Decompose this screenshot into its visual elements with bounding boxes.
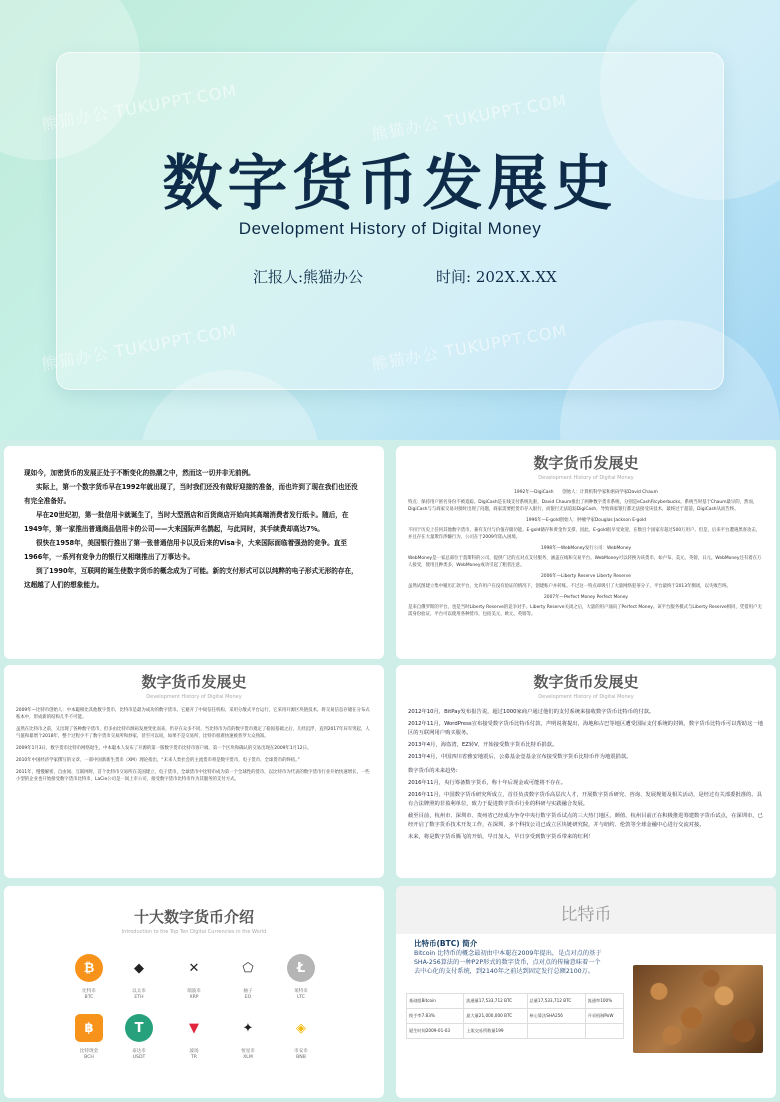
intro-paragraph: 到了1990年，互联网的诞生使数字货币的概念成为了可能。新的支付形式可以以纯粹的电子形式无形的存在，这超越了人们的想象能力。 bbox=[24, 567, 358, 589]
slide-history-adoption bbox=[396, 665, 776, 878]
timeline-head: 1998年—WebMoney发行公司：WebMoney bbox=[540, 546, 632, 551]
tron-icon: ▼ bbox=[189, 1020, 199, 1036]
litecoin-icon: Ł bbox=[287, 954, 315, 982]
coin-name: 波场 bbox=[189, 1049, 199, 1054]
intro-paragraph: 现如今，加密货币的发展正处于不断变化的热潮之中，然而这一切并非无前例。 bbox=[24, 469, 255, 477]
table-cell: 诞生时间2009-01-03 bbox=[407, 1024, 464, 1039]
page-title: 数字货币发展史 bbox=[162, 149, 618, 219]
slide-history-early bbox=[396, 446, 776, 659]
coin-code: XLM bbox=[243, 1055, 253, 1060]
table-cell bbox=[585, 1024, 623, 1039]
table-cell: 核心算法SHA256 bbox=[527, 1009, 585, 1024]
coin-name: 比特现金 bbox=[79, 1049, 99, 1054]
date-text: 时间: 202X.X.XX bbox=[436, 268, 557, 286]
table-cell: 最大量21,000,000 BTC bbox=[464, 1009, 527, 1024]
watermark: 熊猫办公 TUKUPPT.COM bbox=[370, 90, 569, 145]
stellar-icon: ✦ bbox=[242, 1020, 254, 1036]
timeline-head: 1996年—E-gold创始人：肿瘤学家Douglas Jackson E-gold bbox=[525, 518, 647, 523]
event-line: 截至目前，杭州市、深圳市、贵州省已经成为争夺中央行数字货币试点的三大热门地区，颜值、杭州目前正在积极推进筹建数字货币试点，在深圳市，已经开启了数字货币技术开发工作，在深圳，多个科技公司已成立区块链研究院，并与纽约、伦敦等全球金融中心进行交流对接。 bbox=[408, 813, 763, 828]
timeline-body: 是来自俄罗斯的平台，也是当时Liberty Reserve的竞争对手。Liberty Reserve关闭之后，大量的用户涌向了Perfect Money。该平台服务模式与Liberty Reserve相同，凭借用户无需身份验证，平台可以使用各种货币，包括美元、欧元、英镑等。 bbox=[408, 605, 762, 617]
coin-code: BTC bbox=[84, 995, 94, 1000]
table-cell: 上架交易所数量199 bbox=[464, 1024, 527, 1039]
table-cell: 开采机制PoW bbox=[585, 1009, 623, 1024]
table-cell: 流通率100% bbox=[585, 994, 623, 1009]
event-line: 数字货币的未来趋势: bbox=[408, 768, 458, 774]
coin-name: 币安币 bbox=[294, 1049, 308, 1054]
history-paragraph: 2011年，慢慢解密，自由间、互联网时，首个比特币交易所在美国建立，电子货币，全球货币中比特币成为第一个全球性的货币，以比特币为代表的数字货币行业开始快速增长，一些小型的企业也开始接受数字货币比特币，LaCie公司是一间上市公司，接受数字货币比特币作为其服务的支付方式。 bbox=[16, 770, 370, 782]
event-line: 2016年11月，中国数字货币研究所成立，首任负责数字货币高层次人才，开展数字货币研究、咨询、发展规划及相关活动，是经过有关部委批准的、具有合法牌照的非盈利单位，致力于促进数字货币行业的科研与实践融合发展。 bbox=[408, 792, 762, 807]
coins-photo bbox=[633, 965, 763, 1053]
eos-icon: ⬠ bbox=[242, 960, 254, 976]
page-subtitle: Development History of Digital Money bbox=[238, 219, 542, 238]
event-line: 2012年11月，WordPress宣布接受数字货币比特币付款，声明说将提出，海地和古巴等地区遭受国际支付系统的封锁，数字货币比特币可以帮助这一地区的互联网用户购买服务。 bbox=[408, 721, 763, 736]
coin-code: BNB bbox=[296, 1055, 306, 1060]
coin-code: BCH bbox=[84, 1055, 94, 1060]
timeline-body: 不同于历史上任何其他数字货币，兼有支付与价值存储功能。E-gold储存和黄金作支撑，因此，E-gold很早受欢迎，在数百个国家有超过500万用户。但是，后来平台遭遇黑客攻击，并且存在大量欺诈涉嫌行为，公司在于2009年陷入困境。 bbox=[408, 528, 761, 540]
coin-name: 泰达币 bbox=[132, 1049, 146, 1054]
event-line: 2013年4月，海盗湾，EZ转V，开始接受数字货币比特币捐款。 bbox=[408, 742, 558, 748]
table-cell: 总量17,533,712 BTC bbox=[527, 994, 585, 1009]
coin-code: TR bbox=[191, 1055, 197, 1060]
history-paragraph: 2009年1月3日，数字货币比特币网络诞生，中本聪本人发布了开源的第一版数字货币比特币客户端，第一个区块和确认的交易出现在2009年1月12日。 bbox=[16, 746, 312, 751]
paragraph-list bbox=[16, 707, 372, 783]
coin-name: 莱特币 bbox=[294, 989, 308, 994]
bitcoin-icon: ₿ bbox=[75, 954, 103, 982]
intro-paragraph: 实际上，第一个数字货币早在1992年就出现了，当时我们还没有做好迎接的准备，而也许到了现在我们也还没有完全准备好。 bbox=[24, 483, 358, 505]
slide-title: 十大数字货币介绍 bbox=[133, 908, 254, 926]
bitcoin-cash-icon: ฿ bbox=[75, 1014, 103, 1042]
event-line: 2016年11月，央行筹备数字货币，称十年后现金或可能将不存在。 bbox=[408, 780, 566, 786]
slide-title: 数字货币发展史 bbox=[533, 454, 639, 472]
event-line: 2012年10月，BitPay发布报告说，超过1000家商户通过他们的支付系统来接收数字货币比特币的付款。 bbox=[408, 709, 655, 715]
coin-code: USDT bbox=[132, 1055, 146, 1060]
table-row bbox=[407, 1009, 624, 1024]
event-line: 2013年4月，中国四川省雅安地震后，公募基金壹基金宣布接受数字货币比特币作为地震捐款。 bbox=[408, 754, 632, 760]
table-cell: 流通量17,533,712 BTC bbox=[464, 994, 527, 1009]
history-paragraph: 2009年—比特币创始人：中本聪相比其他数字货币，比特币是最为成功的数字货币。它避开了中间信任机构，采用分散式平台运行，它采用开源区块链技术，将交易信息存储在分布式账本中，形成新的结构几乎不可能。 bbox=[16, 708, 370, 720]
watermark: 熊猫办公 TUKUPPT.COM bbox=[370, 320, 569, 375]
coin-name: 恒星币 bbox=[241, 1049, 255, 1054]
coin-name: 比特币 bbox=[82, 989, 96, 994]
coin-code: ETH bbox=[134, 995, 144, 1000]
coin-name: 以太币 bbox=[132, 989, 146, 994]
ethereum-icon: ◆ bbox=[134, 960, 144, 976]
timeline-list bbox=[408, 489, 764, 618]
coin-code: LTC bbox=[297, 995, 305, 1000]
event-line: 未来，将是数字货币腾飞的开始，早日加入，早日享受到数字货币带来的红利！ bbox=[408, 834, 594, 840]
event-list bbox=[408, 708, 764, 842]
reporter-text: 汇报人:熊猫办公 bbox=[253, 268, 364, 286]
tether-icon: T bbox=[125, 1014, 153, 1042]
table-row bbox=[407, 1024, 624, 1039]
slide-bitcoin-detail bbox=[396, 886, 776, 1098]
slide-title: 数字货币发展史 bbox=[141, 673, 247, 691]
coin-name: 柚子 bbox=[243, 989, 253, 994]
timeline-head: 1992年—DigiCash 创始人：计算机科学家和密码学家David Chaum bbox=[514, 490, 658, 495]
slide-title: 比特币 bbox=[560, 905, 612, 925]
slide-subtitle: Introduction to the Top Ten Digital Currencies in the World bbox=[121, 929, 267, 935]
coin-name: 瑞波币 bbox=[187, 989, 201, 994]
table-cell: 换手率7.83% bbox=[407, 1009, 464, 1024]
slide-subtitle: Development History of Digital Money bbox=[538, 694, 634, 700]
slide-title: 数字货币发展史 bbox=[533, 673, 639, 691]
coin-code: XRP bbox=[189, 995, 199, 1000]
slide-subtitle: Development History of Digital Money bbox=[538, 475, 634, 481]
slide-history-bitcoin bbox=[4, 665, 384, 878]
coin-code: EO bbox=[244, 995, 252, 1000]
cover-slide bbox=[0, 0, 780, 440]
slide-top-ten-coins bbox=[4, 886, 384, 1098]
timeline-head: 2007年—Perfect Money Perfect Money bbox=[543, 595, 628, 600]
bitcoin-heading: 比特币(BTC) 简介 bbox=[414, 939, 478, 948]
timeline-head: 2006年—Liberty Reserve Liberty Reserve bbox=[541, 574, 631, 579]
intro-paragraph: 很快在1958年，美国银行推出了第一张普通信用卡以及后来的Visa卡，大来国际面临着强劲的竞争。直至1966年，一系列有竞争力的银行又相继推出了万事达卡。 bbox=[24, 539, 347, 561]
binance-coin-icon: ◈ bbox=[296, 1020, 306, 1036]
ripple-icon: ✕ bbox=[188, 960, 200, 976]
timeline-body: 特点：保持用户匿名身份不被追踪。DigiCash是在线支付系统先驱，David Chaum推出了两种数字货币系统，分别是eCash和cyberbucks。系统当时基于Chaum最早的，然而，DigiCash与与商家交易对接时出现了问题，商家需要把货币存入银行，而银行无法追踪DigiCash，导致商家银行都无法接受该技术，最终过于超前，DigiCash从而告终。 bbox=[408, 500, 758, 512]
slide-subtitle: Development History of Digital Money bbox=[146, 694, 242, 700]
slide-history-intro bbox=[4, 446, 384, 659]
history-paragraph: 虽然在比特币之前，又出现了各种数字货币，但多由比特币源码发展变化而来，仍存在众多不同，当比特币为首的数字货币奠定了稳固基础之后，几经沉浮，直到2017年异军突起，人气值和暴增个2018年，整个过程少不了数字货币交易所和炒家，甚至可以说，如果不是交易所，比特币很难快速被普罗大众熟知。 bbox=[16, 727, 370, 739]
watermark: 熊猫办公 TUKUPPT.COM bbox=[40, 80, 239, 135]
bitcoin-description: Bitcoin 比特币的概念最初由中本聪在2009年提出，是点对点的基于SHA-256算法的一种P2P形式的数字货币，点对点的传输意味着一个去中心化的支付系统，到2140年之前达到固定发行总额2100万。 bbox=[414, 950, 602, 975]
timeline-body: WebMoney是一家总部位于莫斯科的公司，提供广泛的点对点支付服务，涵盖在线和交易平台。WebMoney可以转换为该货币，如卢布、美元、英镑、日元。WebMoney还有着在万人接受，使用且种类多，WebMoney成功引起了粗者注意。 bbox=[408, 556, 762, 568]
watermark: 熊猫办公 TUKUPPT.COM bbox=[40, 320, 239, 375]
bitcoin-stats-table bbox=[406, 993, 624, 1039]
table-cell bbox=[527, 1024, 585, 1039]
intro-paragraph: 早在20世纪初，第一批信用卡就诞生了，当时大型酒店和百货商店开始向其高端消费者发行纸卡。随后，在1949年，第一家推出普通商品信用卡的公司——大来国际声名鹊起，与此同时，其手续费却高达7%。 bbox=[24, 511, 349, 533]
timeline-body: 虽然试图建立集中履历汇款平台，允许用户在没有验证的情况下，创建账户并转账。不过这一特点却吸引了大量网络犯罪分子，平台最终于2013年倒闭，以失败告终。 bbox=[408, 584, 731, 589]
history-paragraph: 2010年中国经济学家撰写的文章，一部中国新新生货币（XM）理论指出，“未来人类社会的主流货币将是数字货币，电子货币，全球货币的终结。” bbox=[16, 758, 300, 763]
table-cell: 基础组Bitcoin bbox=[407, 994, 464, 1009]
table-row bbox=[407, 994, 624, 1009]
